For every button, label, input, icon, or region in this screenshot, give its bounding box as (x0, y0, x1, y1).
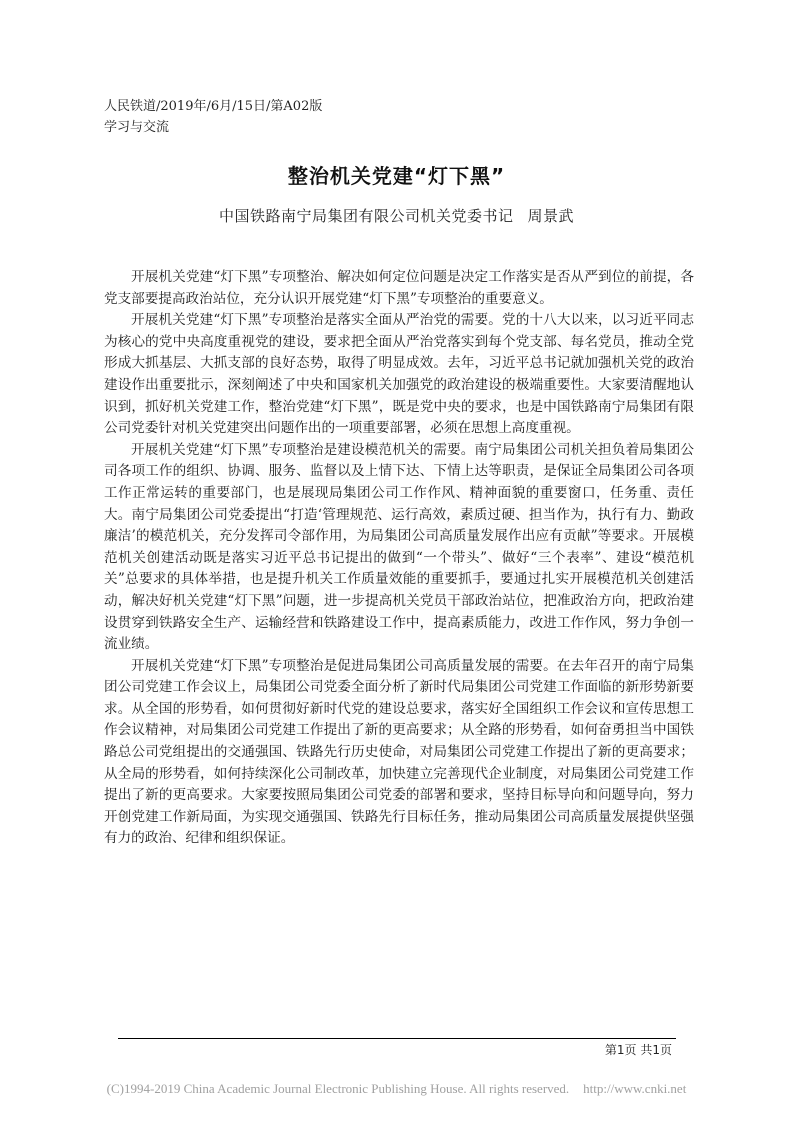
section-label: 学习与交流 (104, 120, 170, 135)
paragraph: 开展机关党建“灯下黑”专项整治是建设模范机关的需要。南宁局集团公司机关担负着局集团公司各项工作的组织、协调、服务、监督以及上情下达、下情上达等职责，是保证全局集团公司各项工作正常运转的重要部门，也是展现局集团公司工作作风、精神面貌的重要窗口，任务重、责任大。南宁局集团公司党委提出“打造‘管理规范、运行高效，素质过硬、担当作为，执行有力、勤政廉洁’的模范机关，充分发挥司令部作用，为局集团公司高质量发展作出应有贡献”等要求。开展模范机关创建活动既是落实习近平总书记提出的做到“一个带头”、做好“三个表率”、建设“模范机关”总要求的具体举措，也是提升机关工作质量效能的重要抓手，要通过扎实开展模范机关创建活动，解决好机关党建“灯下黑”问题，进一步提高机关党员干部政治站位，把准政治方向，把政治建设贯穿到铁路安全生产、运输经营和铁路建设工作中，提高素质能力，改进工作作风，努力争创一流业绩。 (104, 441, 694, 653)
copyright-text: (C)1994-2019 China Academic Journal Electronic Publishing House. All rights reserved. (106, 1081, 570, 1096)
author-affiliation: 中国铁路南宁局集团有限公司机关党委书记 (218, 207, 514, 225)
article-title: 整治机关党建“灯下黑” (287, 164, 506, 188)
paragraph: 开展机关党建“灯下黑”专项整治是促进局集团公司高质量发展的需要。在去年召开的南宁局集团公司党建工作会议上，局集团公司党委全面分析了新时代局集团公司党建工作面临的新形势新要求。从全国的形势看，如何贯彻好新时代党的建设总要求，落实好全国组织工作会议和宣传思想工作会议精神，对局集团公司党建工作提出了新的更高要求；从全路的形势看，如何奋勇担当中国铁路总公司党组提出的交通强国、铁路先行历史使命，对局集团公司党建工作提出了新的更高要求；从全局的形势看，如何持续深化公司制改革，加快建立完善现代企业制度，对局集团公司党建工作提出了新的更高要求。大家要按照局集团公司党委的部署和要求，坚持目标导向和问题导向，努力开创党建工作新局面，为实现交通强国、铁路先行目标任务，推动局集团公司高质量发展提供坚强有力的政治、纪律和组织保证。 (104, 657, 694, 847)
paragraph: 开展机关党建“灯下黑”专项整治是落实全面从严治党的需要。党的十八大以来，以习近平同志为核心的党中央高度重视党的建设，要求把全面从严治党落实到每个党支部、每名党员，推动全党形成大抓基层、大抓支部的良好态势，取得了明显成效。去年，习近平总书记就加强机关党的政治建设作出重要批示，深刻阐述了中央和国家机关加强党的政治建设的极端重要性。大家要清醒地认识到，抓好机关党建工作，整治党建“灯下黑”，既是党中央的要求，也是中国铁路南宁局集团有限公司党委针对机关党建突出问题作出的一项重要部署，必须在思想上高度重视。 (104, 312, 694, 437)
copyright-notice (0, 1081, 793, 1097)
footer-divider (118, 1038, 676, 1039)
cnki-url[interactable]: http://www.cnki.net (583, 1081, 687, 1096)
article-body (104, 267, 694, 850)
article-meta (104, 96, 322, 138)
paragraph: 开展机关党建“灯下黑”专项整治、解决如何定位问题是决定工作落实是否从严到位的前提，各党支部要提高政治站位，充分认识开展党建“灯下黑”专项整治的重要意义。 (104, 269, 694, 307)
byline (0, 205, 793, 226)
page-indicator: 第1页 共1页 (604, 1043, 672, 1057)
source-line: 人民铁道/2019年/6月/15日/第A02版 (104, 99, 323, 114)
author-name: 周景武 (527, 207, 575, 225)
